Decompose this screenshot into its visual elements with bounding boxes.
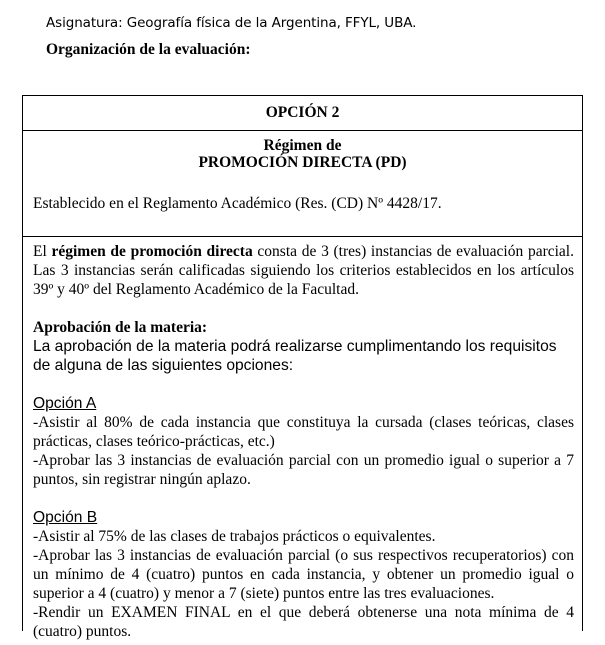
option-a-item: -Aprobar las 3 instancias de evaluación parcial con un promedio igual o superior a 7 puntos, sin registrar ningún aplazo. [33,452,574,488]
approval-heading: Aprobación de la materia: [33,319,208,336]
intro-paragraph [33,242,574,299]
regimen-line-1: Régimen de [263,137,342,154]
organization-heading: Organización de la evaluación: [46,41,251,58]
option-b-title: Opción B [33,509,98,526]
option-title: OPCIÓN 2 [23,96,582,131]
details-section [23,237,582,641]
established-text: Establecido en el Reglamento Académico (Res. (CD) Nº 4428/17. [33,195,442,212]
option-b-item: -Rendir un EXAMEN FINAL en el que deberá obtenerse una nota mínima de 4 (cuatro) puntos. [33,604,574,640]
intro-bold: régimen de promoción directa [51,243,253,260]
subject-line: Asignatura: Geografía física de la Argentina, FFYL, UBA. [46,15,417,31]
regimen-section [23,131,582,237]
approval-text: La aprobación de la materia podrá realizarse cumplimentando los requisitos de alguna de las siguientes opciones: [33,338,557,374]
intro-post: consta de 3 (tres) instancias de evaluación parcial. Las 3 instancias serán calificadas siguiendo los criterios establecidos en los artículos 39º y 40º del Reglamento Académico de la Facultad. [33,243,574,298]
regimen-line-2: PROMOCIÓN DIRECTA (PD) [198,154,407,171]
option-a-item: -Asistir al 80% de cada instancia que constituya la cursada (clases teóricas, clases prácticas, clases teórico-prácticas, etc.) [33,414,574,450]
option-b-item: -Asistir al 75% de las clases de trabajos prácticos o equivalentes. [33,528,436,545]
intro-pre: El [33,243,52,260]
regimen-title [23,131,582,171]
option-a-title: Opción A [33,395,97,412]
evaluation-table [22,95,583,640]
option-b-item: -Aprobar las 3 instancias de evaluación parcial (o sus respectivos recuperatorios) con un mínimo de 4 (cuatro) puntos en cada instancia, y obtener un promedio igual o superior a 4 (cuatro) y menor a 7 (siete) puntos entre las tres evaluaciones. [33,547,574,602]
